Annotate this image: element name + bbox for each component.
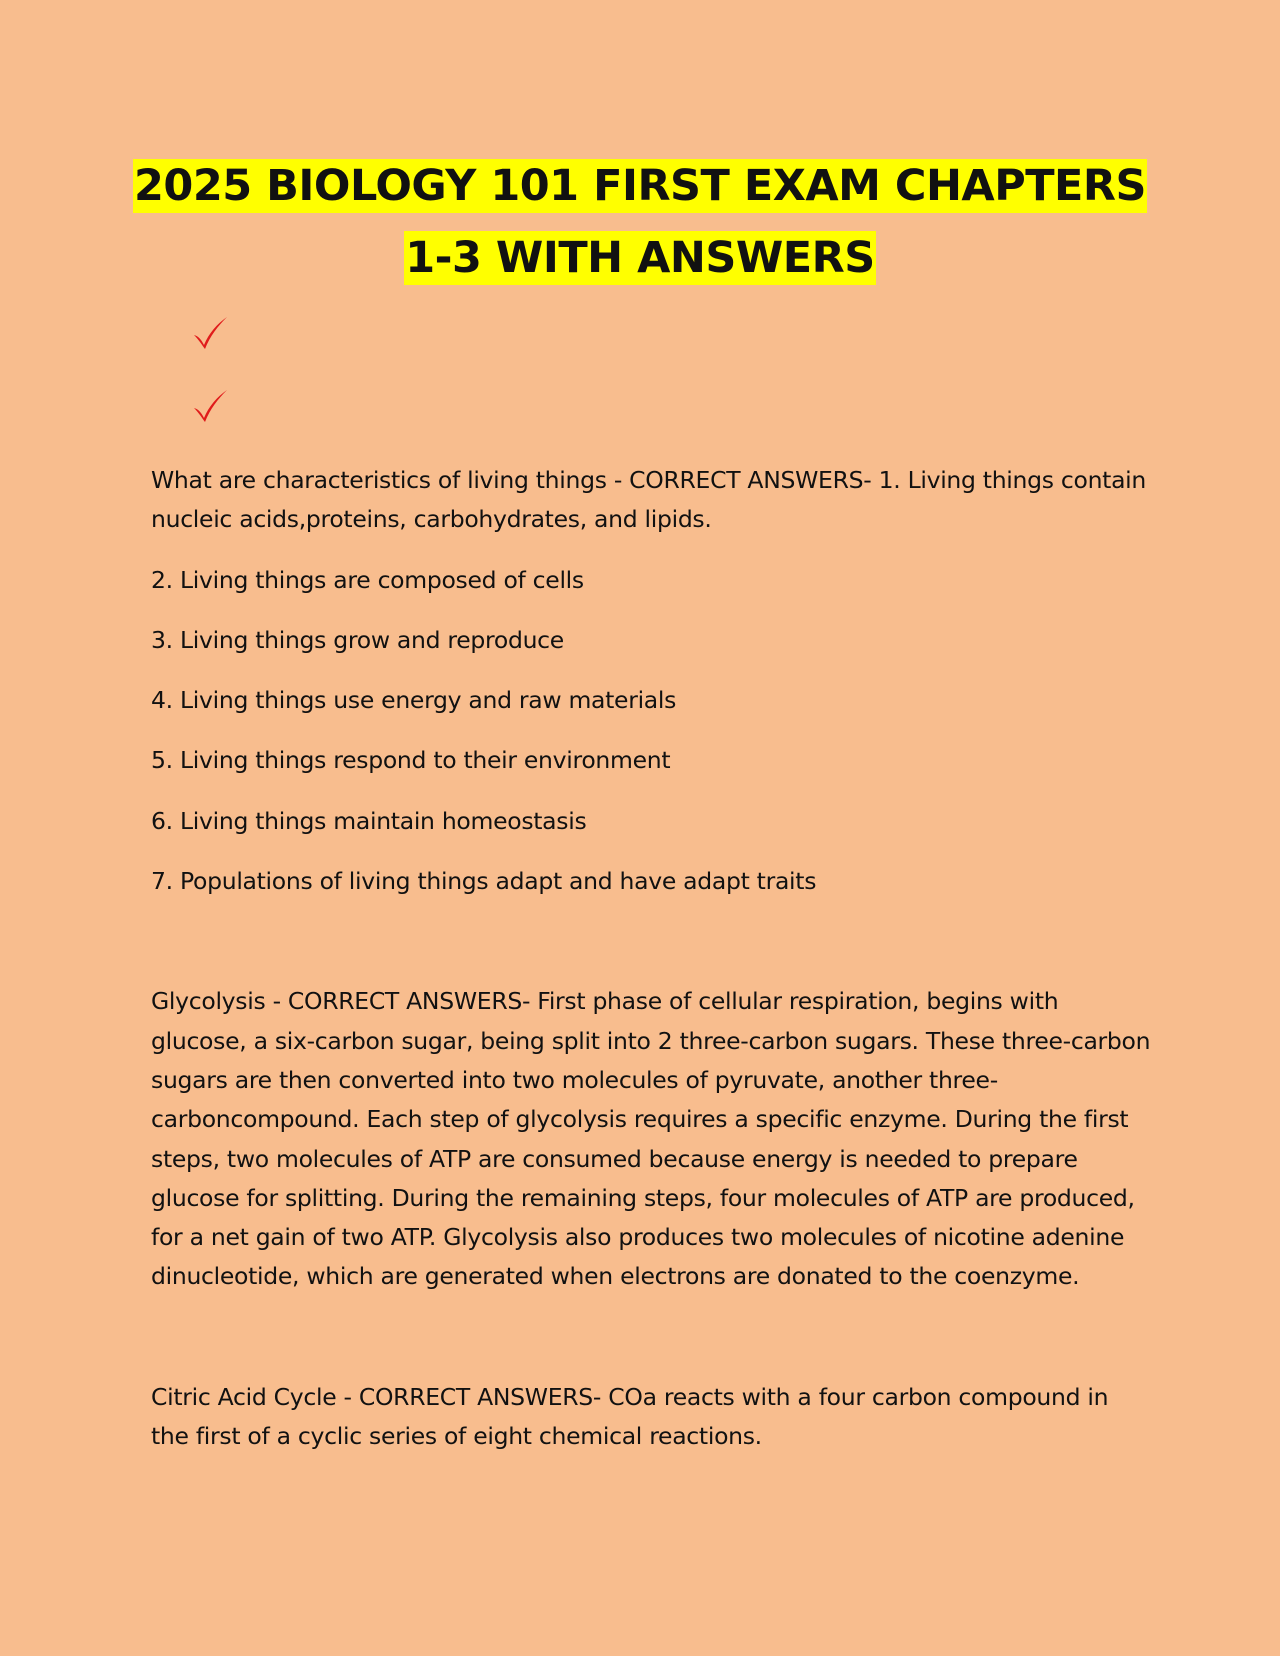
document-body <box>151 461 1151 1456</box>
question-citric-acid-cycle: Citric Acid Cycle - CORRECT ANSWERS- COa reacts with a four carbon compound in the first of a cyclic series of eight chemical reactions. <box>151 1382 1109 1451</box>
question-characteristics: What are characteristics of living things - CORRECT ANSWERS- 1. Living things contain nucleic acids,proteins, carbohydrates, and lipids. <box>151 466 1146 534</box>
list-item: 3. Living things grow and reproduce <box>151 625 564 654</box>
list-item: 6. Living things maintain homeostasis <box>151 806 587 835</box>
title-line-1: 2025 BIOLOGY 101 FIRST EXAM CHAPTERS <box>133 161 1147 211</box>
list-item: 4. Living things use energy and raw materials <box>151 686 677 715</box>
list-item: 5. Living things respond to their environment <box>151 746 671 775</box>
list-item: 7. Populations of living things adapt and have adapt traits <box>151 867 817 896</box>
checkmark-icon <box>190 387 230 427</box>
question-glycolysis: Glycolysis - CORRECT ANSWERS- First phase of cellular respiration, begins with glucose, a six-carbon sugar, being split into 2 three-carbon sugars. These three-carbon sugars are then converted into two molecules of pyruvate, another three-carboncompound. Each step of glycolysis requires a specific enzyme. During the first steps, two molecules of ATP are consumed because energy is needed to prepare glucose for splitting. During the remaining steps, four molecules of ATP are produced, for a net gain of two ATP. Glycolysis also produces two molecules of nicotine adenine dinucleotide, which are generated when electrons are donated to the coenzyme. <box>151 987 1151 1291</box>
checkmark-icon <box>190 314 230 354</box>
title-line-2: 1-3 WITH ANSWERS <box>405 233 875 283</box>
list-item: 2. Living things are composed of cells <box>151 565 584 594</box>
document-title <box>100 150 1180 294</box>
